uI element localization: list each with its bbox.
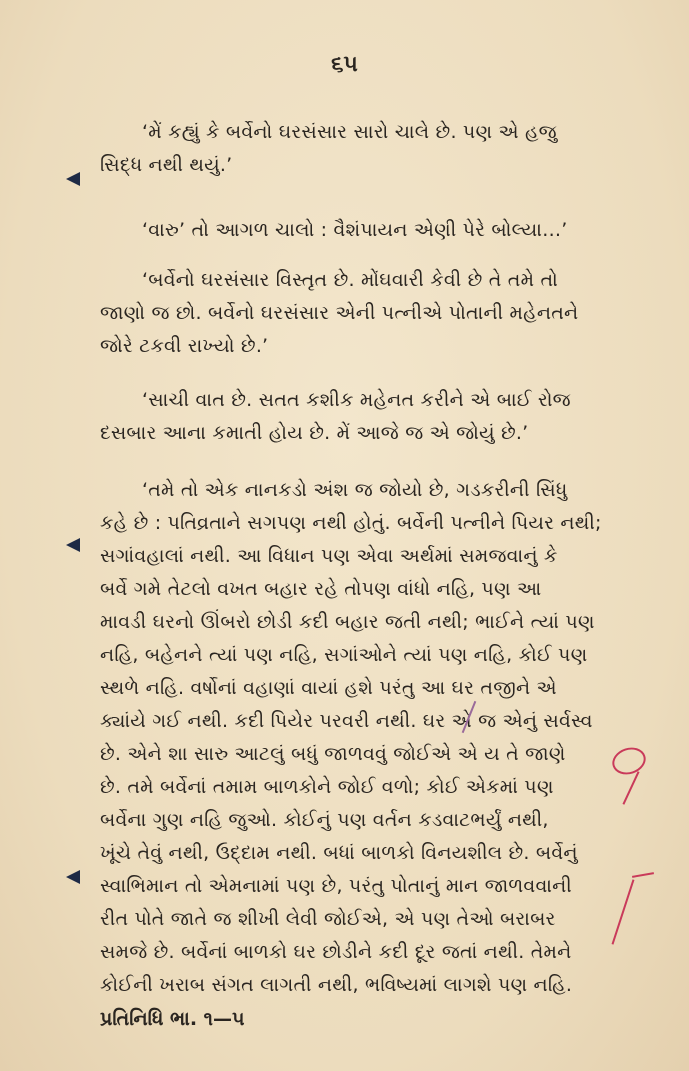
- text-line: સ્થળે નહિ. વર્ષોનાં વહાણાં વાયાં હશે પરંતુ આ ઘર તજીને એ: [100, 677, 557, 699]
- paragraph-3: [100, 264, 635, 363]
- signature-mark: પ્રતિનિધિ ભા. ૧—૫: [100, 1008, 245, 1030]
- text-line: માવડી ઘરનો ઊંબરો છોડી કદી બહાર જતી નથી; ભાઈને ત્યાં પણ: [100, 611, 595, 633]
- text-line: બર્વેના ગુણ નહિ જુઓ. કોઈનું પણ વર્તન કડવાટભર્યું નથી,: [100, 809, 549, 831]
- text-line: ‘બર્વેનો ઘરસંસાર વિસ્તૃત છે. મોંઘવારી કેવી છે તે તમે તો: [142, 269, 558, 291]
- text-line: સિદ્ધ નથી થયું.’: [100, 154, 233, 176]
- text-line: જોરે ટકવી રાખ્યો છે.’: [100, 335, 269, 357]
- margin-arrow-icon: [66, 870, 80, 884]
- text-line: ‘સાચી વાત છે. સતત કશીક મહેનત કરીને એ બાઈ રોજ: [142, 389, 571, 411]
- text-line: છે. તમે બર્વેનાં તમામ બાળકોને જોઈ વળો; કોઈ એકમાં પણ: [100, 776, 554, 798]
- text-line: સમજે છે. બર્વેનાં બાળકો ઘર છોડીને કદી દૂર જતાં નથી. તેમને: [100, 941, 572, 963]
- paragraph-4: [100, 384, 635, 450]
- page-number: ૬૫: [331, 52, 358, 77]
- text-line: જાણો જ છો. બર્વેનો ઘરસંસાર એની પત્નીએ પોતાની મહેનતને: [100, 302, 579, 324]
- text-line: કોઈની ખરાબ સંગત લાગતી નથી, ભવિષ્યમાં લાગશે પણ નહિ.: [100, 974, 573, 996]
- text-line: કહે છે : પતિવ્રતાને સગપણ નથી હોતું. બર્વેની પત્નીને પિયર નથી;: [100, 512, 602, 534]
- text-line: નહિ, બહેનને ત્યાં પણ નહિ, સગાંઓને ત્યાં પણ નહિ, કોઈ પણ: [100, 644, 588, 666]
- margin-arrow-icon: [66, 172, 80, 186]
- text-line: દસબાર આના કમાતી હોય છે. મેં આજે જ એ જોયું છે.’: [100, 422, 529, 444]
- text-line: ‘તમે તો એક નાનકડો અંશ જ જોયો છે, ગડકરીની સિંધુ: [142, 479, 568, 501]
- text-line: ખૂંચે તેવું નથી, ઉદ્દામ નથી. બધાં બાળકો વિનયશીલ છે. બર્વેનું: [100, 842, 578, 864]
- text-line: સગાંવહાલાં નથી. આ વિધાન પણ એવા અર્થમાં સમજવાનું કે: [100, 545, 558, 567]
- text-line: ‘વારુ’ તો આગળ ચાલો : વૈશંપાયન એણી પેરે બોલ્યા…’: [142, 219, 568, 241]
- text-line: સ્વાભિમાન તો એમનામાં પણ છે, પરંતુ પોતાનું માન જાળવવાની: [100, 875, 572, 897]
- text-line: ‘મેં કહ્યું કે બર્વેનો ઘરસંસાર સારો ચાલે છે. પણ એ હજુ: [142, 121, 557, 143]
- text-line: ક્યાંયે ગઈ નથી. કદી પિયેર પરવરી નથી. ઘર એ જ એનું સર્વસ્વ: [100, 710, 593, 732]
- text-line: બર્વે ગમે તેટલો વખત બહાર રહે તોપણ વાંધો નહિ, પણ આ: [100, 578, 542, 600]
- margin-arrow-icon: [66, 538, 80, 552]
- pen-stroke-annotation: [632, 872, 654, 878]
- text-line: છે. એને શા સારુ આટલું બધું જાળવવું જોઈએ એ ય તે જાણે: [100, 743, 566, 765]
- paragraph-1: [100, 116, 635, 182]
- text-line: રીત પોતે જાતે જ શીખી લેવી જોઈએ, એ પણ તેઓ બરાબર: [100, 908, 556, 930]
- paragraph-5: [100, 474, 635, 1002]
- paragraph-2: [100, 214, 635, 247]
